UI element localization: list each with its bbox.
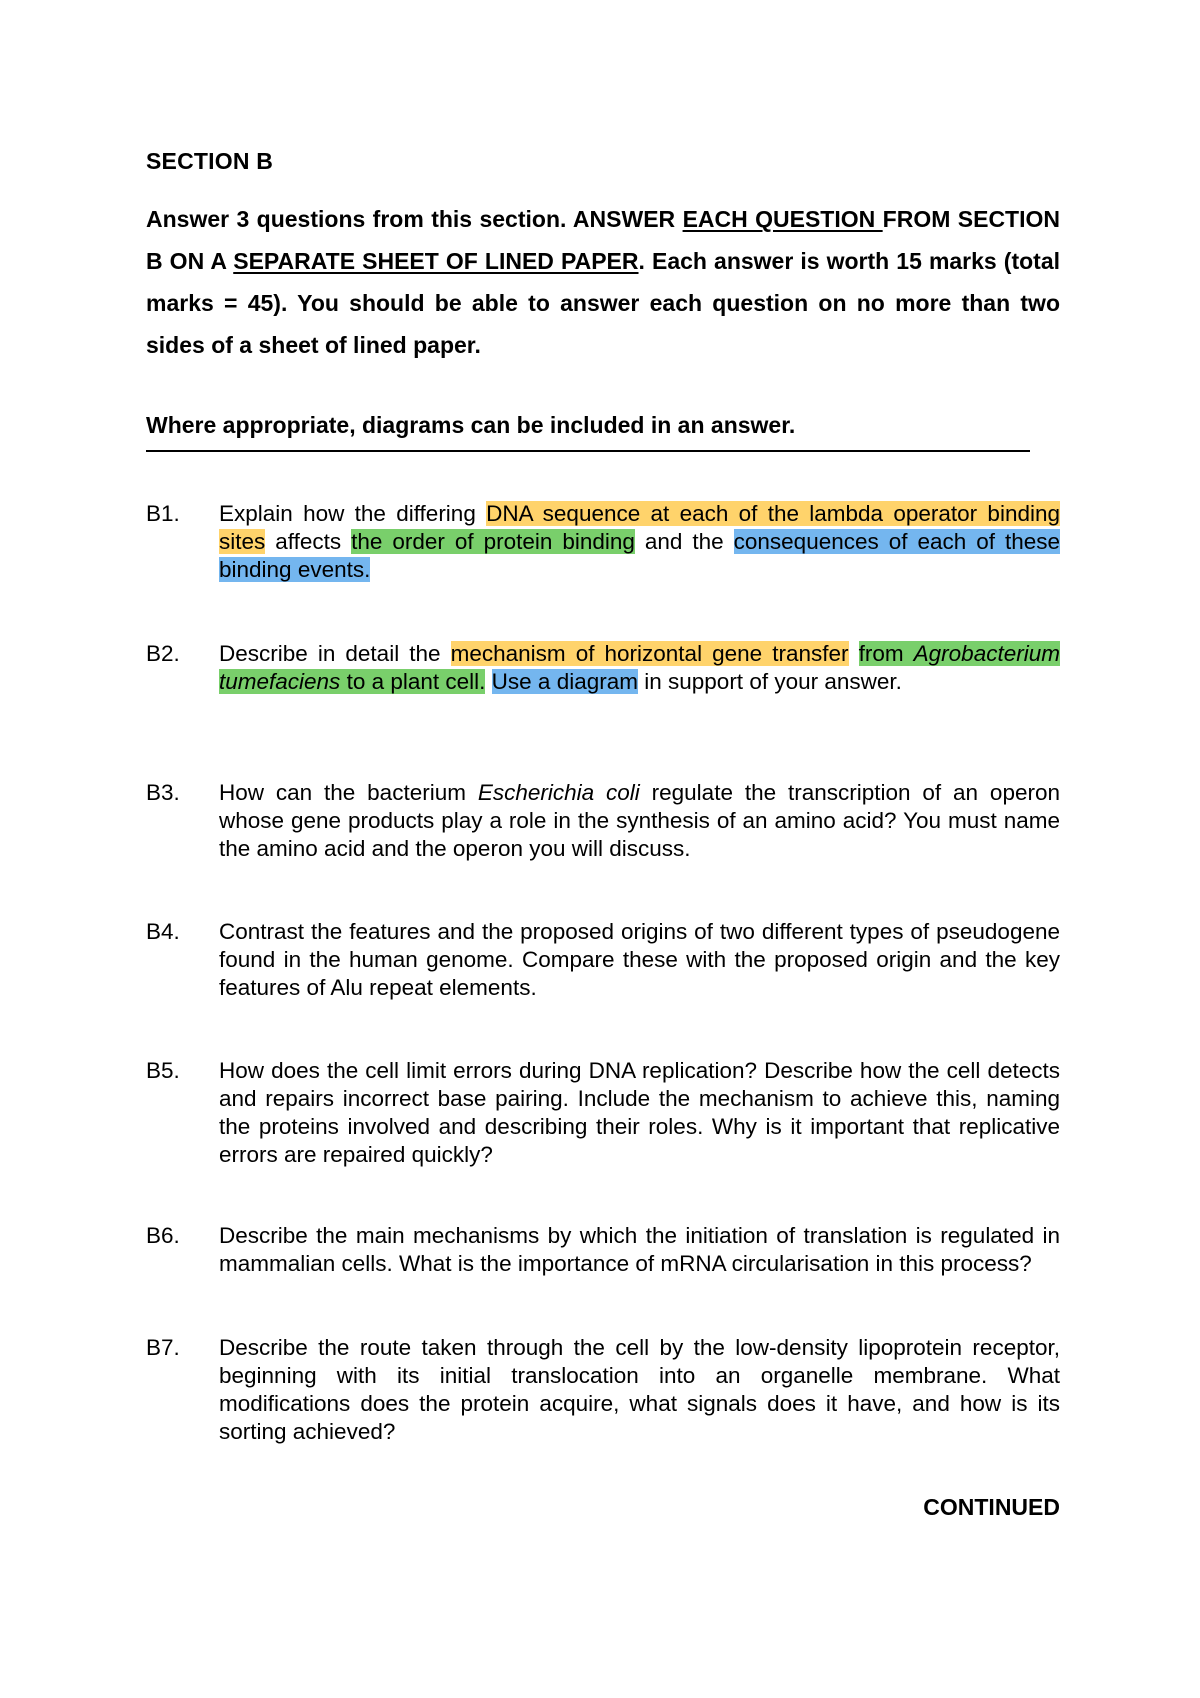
highlight-orange: mechanism of horizontal gene transfer [450, 641, 849, 666]
question-number: B3. [146, 780, 180, 805]
instructions-underlined-2: SEPARATE SHEET OF LINED PAPER [233, 248, 639, 274]
question-text [219, 500, 1060, 584]
question-text: Describe the route taken through the cell by the low-density lipoprotein receptor, beginning with its initial translocation into an organelle membrane. What modifications does the protein acquire, what signals does it have, and how is its sorting achieved? [219, 1335, 1060, 1444]
question-text-part: affects [265, 529, 352, 554]
instructions-underlined-1: EACH QUESTION [682, 206, 883, 232]
instructions [146, 198, 1060, 366]
question-number: B1. [146, 501, 180, 526]
question-text: How does the cell limit errors during DNA replication? Describe how the cell detects and repairs incorrect base pairing. Include the mechanism to achieve this, naming the proteins involved and describing their roles. Why is it important that replicative errors are repaired quickly? [219, 1058, 1060, 1167]
question-text [219, 779, 1060, 863]
question-text-part: Describe in detail the [219, 641, 451, 666]
question-b1 [146, 500, 1060, 584]
highlight-blue: Use a diagram [491, 669, 638, 694]
diagrams-note: Where appropriate, diagrams can be included in an answer. [146, 412, 796, 438]
species-name: Escherichia coli [477, 780, 640, 805]
question-number: B2. [146, 641, 180, 666]
question-text-part [849, 641, 859, 666]
question-number: B6. [146, 1223, 180, 1248]
highlight-green-text: from [858, 641, 914, 666]
question-b6 [146, 1222, 1060, 1278]
question-b5 [146, 1057, 1060, 1169]
question-text-part: regulate the transcription of an operon whose gene products play a role in the synthesis of an amino acid? You must name the amino acid and the operon you will discuss. [219, 780, 1060, 861]
highlight-orange: DNA sequence at each of the lambda operator binding sites [219, 501, 1060, 554]
question-b2 [146, 640, 1060, 696]
question-b3 [146, 779, 1060, 863]
question-text-part: Explain how the differing [219, 501, 487, 526]
highlight-blue: consequences of each of these binding events. [219, 529, 1060, 582]
question-text-part [485, 669, 491, 694]
instructions-text-1: Answer 3 questions from this section. ANSWER [146, 206, 683, 232]
instructions-text-2: FROM SECTION B ON A [146, 206, 1060, 274]
question-b7 [146, 1334, 1060, 1446]
continued-label: CONTINUED [923, 1494, 1060, 1520]
question-b4 [146, 918, 1060, 1002]
highlight-green: the order of protein binding [351, 529, 635, 554]
question-text [219, 640, 1060, 696]
question-text: Contrast the features and the proposed origins of two different types of pseudogene found in the human genome. Compare these with the proposed origin and the key features of Alu repeat elements. [219, 919, 1060, 1000]
question-text: Describe the main mechanisms by which the initiation of translation is regulated in mammalian cells. What is the importance of mRNA circularisation in this process? [219, 1223, 1060, 1276]
question-number: B5. [146, 1058, 180, 1083]
highlight-green-text: to a plant cell. [340, 669, 486, 694]
question-text-part: in support of your answer. [638, 669, 902, 694]
species-name: Agrobacterium tumefaciens [219, 641, 1060, 694]
instructions-text-3: . Each answer is worth 15 marks (total marks = 45). You should be able to answer each question on no more than two sides of a sheet of lined paper. [146, 248, 1060, 358]
divider-rule [146, 450, 1030, 452]
section-title: SECTION B [146, 148, 274, 174]
question-text-part: and the [634, 529, 734, 554]
question-number: B4. [146, 919, 180, 944]
question-number: B7. [146, 1335, 180, 1360]
question-text-part: How can the bacterium [219, 780, 478, 805]
